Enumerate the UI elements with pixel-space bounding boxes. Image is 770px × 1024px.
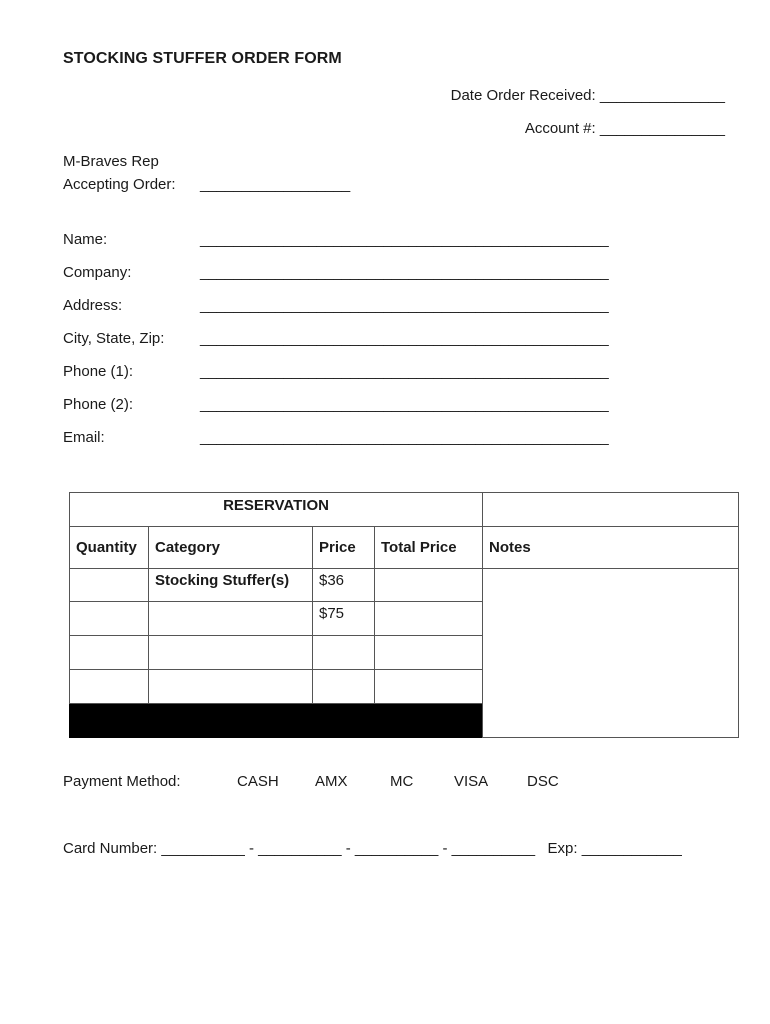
category-header: Category	[149, 527, 313, 569]
phone-1-label: Phone (1):	[63, 363, 134, 380]
address-field[interactable]: _________________________________________________	[200, 297, 609, 314]
rep-accepting-order-field[interactable]: __________________	[200, 176, 351, 193]
notes-area[interactable]	[483, 569, 739, 738]
total-price-cell[interactable]	[375, 602, 483, 636]
table-row	[70, 569, 739, 602]
quantity-cell[interactable]	[70, 569, 149, 602]
reservation-notes-top-cell	[483, 493, 739, 527]
form-title: STOCKING STUFFER ORDER FORM	[63, 50, 342, 67]
payment-option-cash[interactable]: CASH	[237, 773, 279, 790]
rep-label-line-2: Accepting Order:	[63, 176, 176, 193]
price-header: Price	[313, 527, 375, 569]
reservation-table	[69, 492, 739, 738]
date-order-received-field[interactable]: Date Order Received: _______________	[450, 87, 725, 104]
rep-label-line-1: M-Braves Rep	[63, 153, 159, 170]
phone-1-field[interactable]: _________________________________________________	[200, 363, 609, 380]
payment-method-label: Payment Method:	[63, 773, 181, 790]
payment-option-amx[interactable]: AMX	[315, 773, 348, 790]
name-field[interactable]: _________________________________________________	[200, 231, 609, 248]
price-cell[interactable]	[313, 636, 375, 670]
account-number-field[interactable]: Account #: _______________	[524, 120, 725, 137]
phone-2-label: Phone (2):	[63, 396, 134, 413]
payment-option-dsc[interactable]: DSC	[527, 773, 559, 790]
email-field[interactable]: _________________________________________________	[200, 429, 609, 446]
payment-option-visa[interactable]: VISA	[454, 773, 489, 790]
reservation-title: RESERVATION	[70, 493, 483, 527]
quantity-cell[interactable]	[70, 602, 149, 636]
city-state-zip-field[interactable]: _________________________________________________	[200, 330, 609, 347]
card-number-line[interactable]: Card Number: __________ - __________ - __________ - __________ Exp: ____________	[63, 840, 682, 857]
price-cell[interactable]	[313, 670, 375, 704]
category-cell[interactable]	[149, 602, 313, 636]
total-price-header: Total Price	[375, 527, 483, 569]
total-price-cell[interactable]	[375, 636, 483, 670]
quantity-cell[interactable]	[70, 636, 149, 670]
total-price-cell[interactable]	[375, 569, 483, 602]
category-cell: Stocking Stuffer(s)	[149, 569, 313, 602]
phone-2-field[interactable]: _________________________________________________	[200, 396, 609, 413]
address-label: Address:	[63, 297, 123, 314]
blacked-out-row	[70, 704, 483, 738]
category-cell[interactable]	[149, 636, 313, 670]
company-field[interactable]: _________________________________________________	[200, 264, 609, 281]
notes-header: Notes	[483, 527, 739, 569]
company-label: Company:	[63, 264, 132, 281]
city-state-zip-label: City, State, Zip:	[63, 330, 165, 347]
total-price-cell[interactable]	[375, 670, 483, 704]
email-label: Email:	[63, 429, 105, 446]
quantity-header: Quantity	[70, 527, 149, 569]
price-cell: $36	[313, 569, 375, 602]
name-label: Name:	[63, 231, 108, 248]
price-cell: $75	[313, 602, 375, 636]
category-cell[interactable]	[149, 670, 313, 704]
quantity-cell[interactable]	[70, 670, 149, 704]
payment-option-mc[interactable]: MC	[390, 773, 414, 790]
